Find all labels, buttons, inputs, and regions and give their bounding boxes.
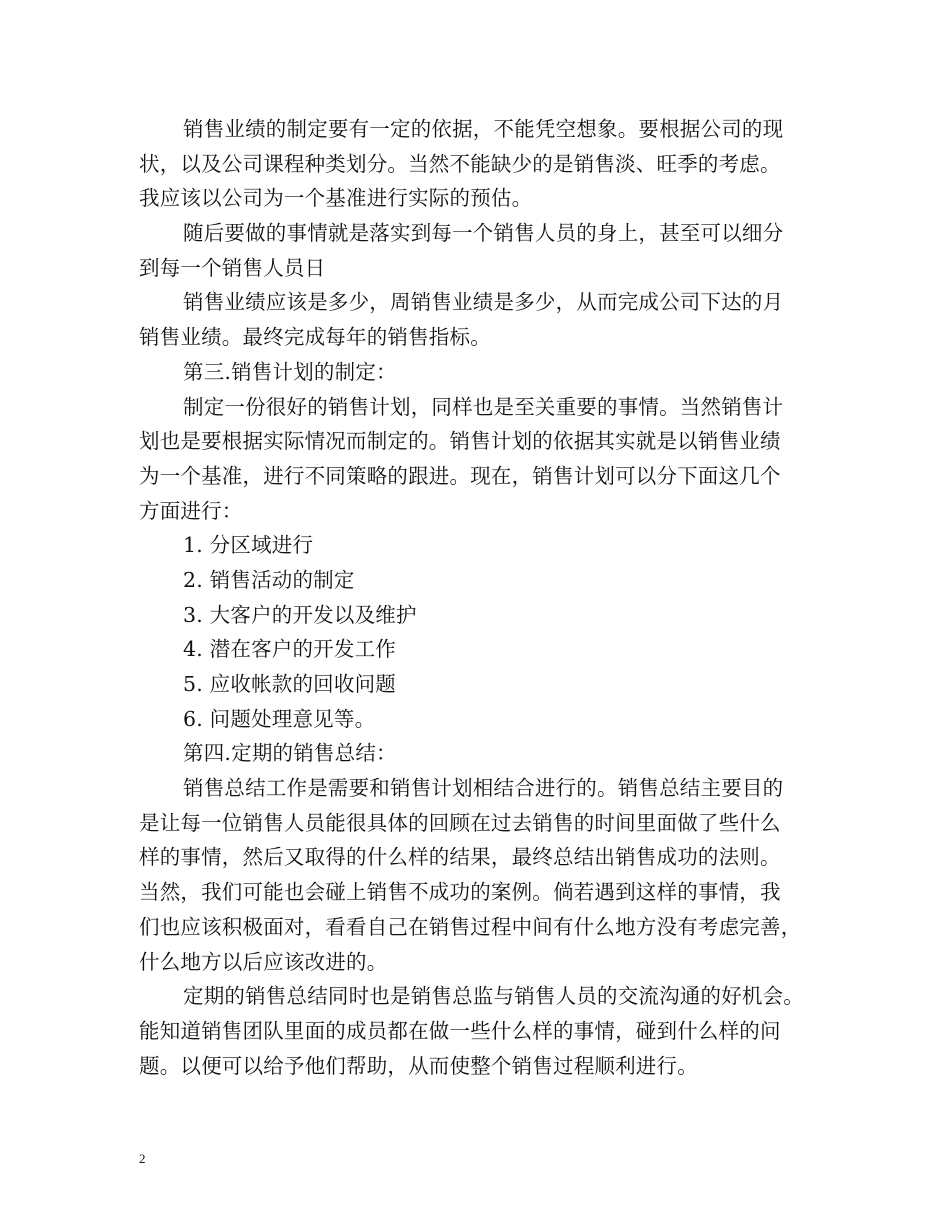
- text-line: 我应该以公司为一个基准进行实际的预估。: [139, 186, 533, 211]
- text-line: 什么地方以后应该改进的。: [139, 949, 388, 974]
- text-line: 是让每一位销售人员能很具体的回顾在过去销售的时间里面做了些什么: [139, 810, 781, 835]
- text-line: 第四.定期的销售总结：: [183, 741, 397, 766]
- text-line: 状，以及公司课程种类划分。当然不能缺少的是销售淡、旺季的考虑。: [139, 151, 781, 176]
- text-line: 样的事情，然后又取得的什么样的结果，最终总结出销售成功的法则。: [139, 845, 781, 870]
- text-line: 定期的销售总结同时也是销售总监与销售人员的交流沟通的好机会。: [183, 984, 804, 1009]
- text-line: 4. 潜在客户的开发工作: [183, 637, 396, 662]
- text-line: 划也是要根据实际情况而制定的。销售计划的依据其实就是以销售业绩: [139, 429, 781, 454]
- text-line: 销售业绩。最终完成每年的销售指标。: [139, 325, 491, 350]
- text-line: 为一个基准，进行不同策略的跟进。现在，销售计划可以分下面这几个: [139, 463, 781, 488]
- text-line: 1. 分区域进行: [183, 533, 314, 558]
- text-line: 第三.销售计划的制定：: [183, 359, 397, 384]
- text-line: 题。以便可以给予他们帮助，从而使整个销售过程顺利进行。: [139, 1053, 698, 1078]
- text-line: 制定一份很好的销售计划，同样也是至关重要的事情。当然销售计: [183, 394, 784, 419]
- text-line: 随后要做的事情就是落实到每一个销售人员的身上，甚至可以细分: [183, 221, 784, 246]
- text-line: 3. 大客户的开发以及维护: [183, 602, 417, 627]
- text-line: 当然，我们可能也会碰上销售不成功的案例。倘若遇到这样的事情，我: [139, 880, 781, 905]
- text-line: 5. 应收帐款的回收问题: [183, 672, 396, 696]
- text-line: 6. 问题处理意见等。: [183, 706, 376, 731]
- text-line: 们也应该积极面对，看看自己在销售过程中间有什么地方没有考虑完善，: [139, 914, 802, 939]
- document-body: [139, 112, 829, 1083]
- text-line: 销售业绩的制定要有一定的依据，不能凭空想象。要根据公司的现: [183, 117, 784, 141]
- text-line: 销售业绩应该是多少，周销售业绩是多少，从而完成公司下达的月: [183, 290, 784, 315]
- text-line: 方面进行：: [139, 498, 243, 523]
- text-line: 能知道销售团队里面的成员都在做一些什么样的事情，碰到什么样的问: [139, 1018, 781, 1043]
- page-number: 2: [139, 1151, 146, 1166]
- text-line: 2. 销售活动的制定: [183, 567, 355, 592]
- text-line: 销售总结工作是需要和销售计划相结合进行的。销售总结主要目的: [183, 776, 784, 801]
- text-line: 到每一个销售人员日: [139, 255, 326, 280]
